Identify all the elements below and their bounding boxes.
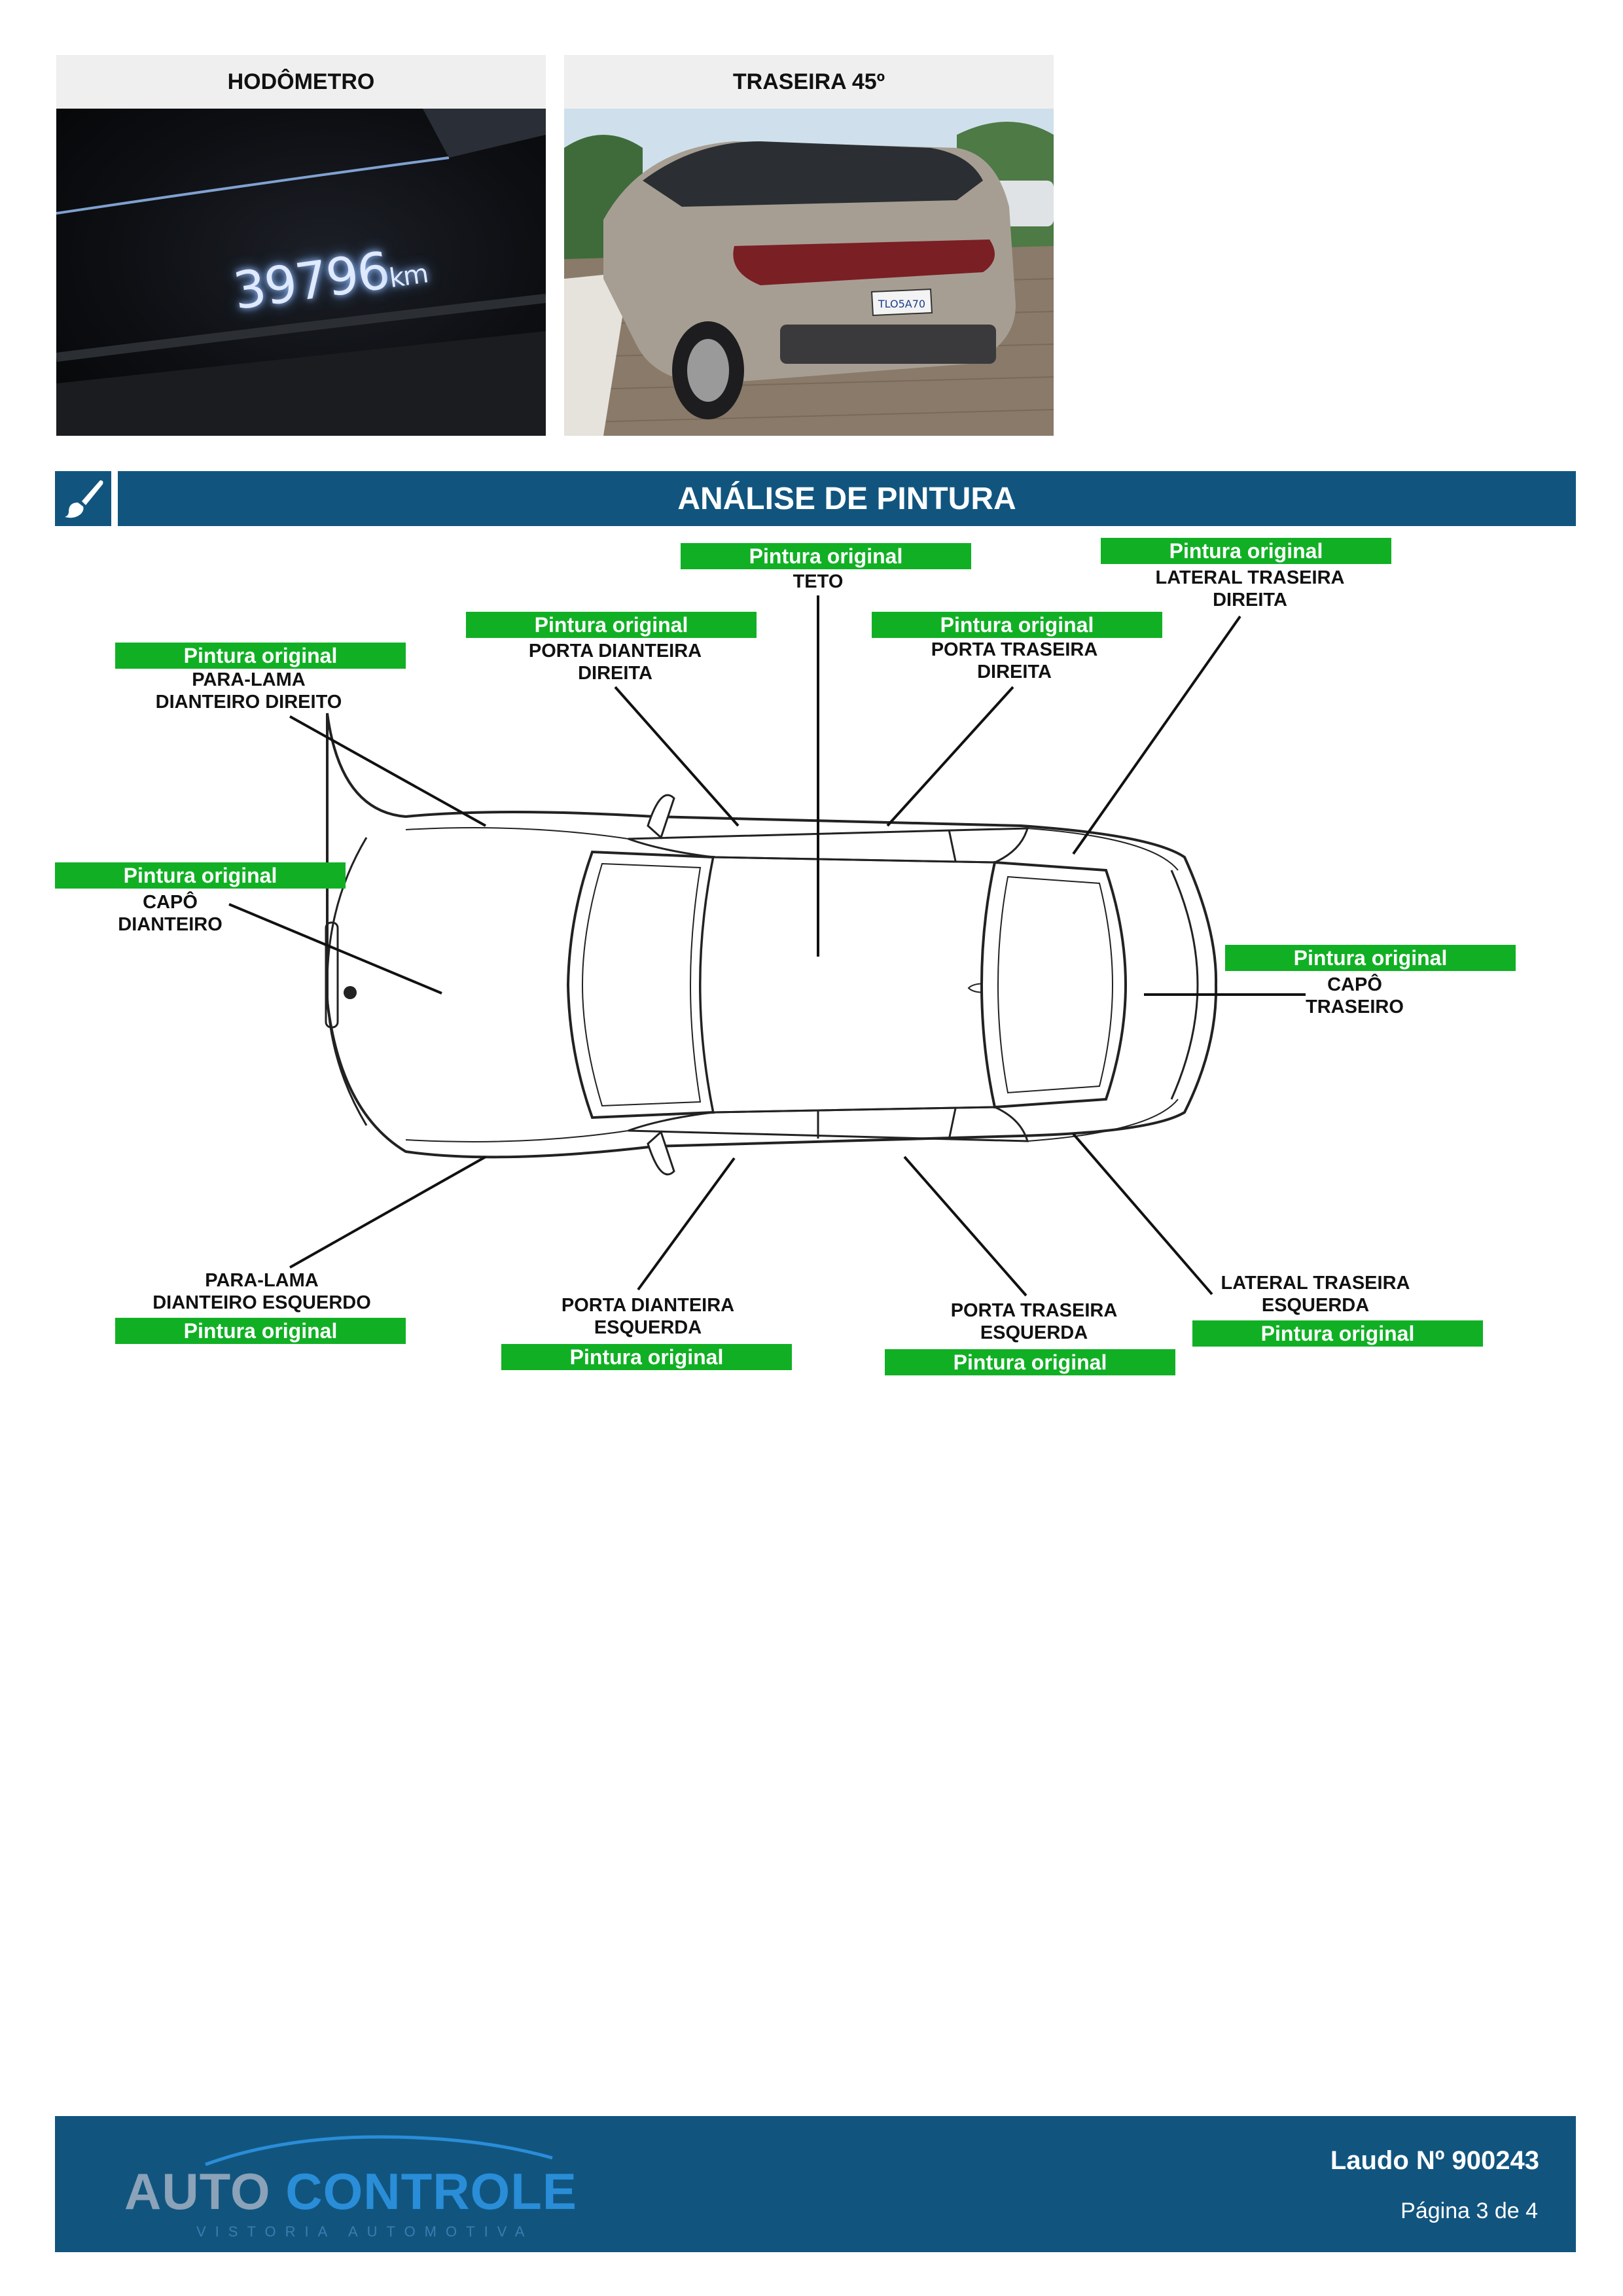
odometer-photo bbox=[56, 109, 546, 436]
part-label-porta-dianteira-direita: PORTA DIANTEIRA DIREITA bbox=[528, 641, 702, 684]
odometer-photo-title: HODÔMETRO bbox=[56, 55, 546, 109]
logo-tagline: VISTORIA AUTOMOTIVA bbox=[196, 2223, 534, 2240]
report-number: Laudo Nº 900243 bbox=[1330, 2146, 1539, 2175]
part-label-para-lama-dianteiro-esquerdo: PARA-LAMA DIANTEIRO ESQUERDO bbox=[152, 1270, 371, 1313]
odometer-photo-card bbox=[56, 55, 546, 436]
section-icon-box bbox=[55, 471, 111, 526]
status-badge-lateral-traseira-direita: Pintura original bbox=[1101, 538, 1391, 564]
rear-photo-card bbox=[564, 55, 1054, 436]
rear-45-photo bbox=[564, 109, 1054, 436]
footer bbox=[55, 2116, 1576, 2252]
part-label-lateral-traseira-esquerda: LATERAL TRASEIRA ESQUERDA bbox=[1221, 1273, 1410, 1316]
status-badge-teto: Pintura original bbox=[681, 543, 971, 569]
status-badge-capo-dianteiro: Pintura original bbox=[55, 862, 346, 889]
section-title: ANÁLISE DE PINTURA bbox=[118, 471, 1576, 526]
page-number: Página 3 de 4 bbox=[1400, 2199, 1538, 2223]
status-badge-lateral-traseira-esquerda: Pintura original bbox=[1192, 1320, 1483, 1347]
status-badge-porta-traseira-direita: Pintura original bbox=[872, 612, 1162, 638]
odometer-value: 39796 bbox=[230, 241, 393, 322]
part-label-capo-dianteiro: CAPÔ DIANTEIRO bbox=[118, 892, 223, 935]
logo-word-auto: AUTO bbox=[124, 2163, 271, 2220]
logo-word-controle: CONTROLE bbox=[285, 2163, 577, 2220]
status-badge-para-lama-dianteiro-esquerdo: Pintura original bbox=[115, 1318, 406, 1344]
status-badge-porta-traseira-esquerda: Pintura original bbox=[885, 1349, 1175, 1375]
part-label-lateral-traseira-direita: LATERAL TRASEIRA DIREITA bbox=[1155, 567, 1345, 610]
paint-brush-icon bbox=[62, 478, 104, 520]
logo-car-swoosh-icon bbox=[199, 2132, 565, 2171]
part-label-para-lama-dianteiro-direito: PARA-LAMA DIANTEIRO DIREITO bbox=[155, 669, 342, 713]
status-badge-capo-traseiro: Pintura original bbox=[1225, 945, 1516, 971]
status-badge-porta-dianteira-direita: Pintura original bbox=[466, 612, 757, 638]
part-label-porta-traseira-esquerda: PORTA TRASEIRA ESQUERDA bbox=[950, 1300, 1118, 1343]
license-plate-text: TLO5A70 bbox=[878, 298, 926, 310]
part-label-capo-traseiro: CAPÔ TRASEIRO bbox=[1306, 974, 1404, 1017]
status-badge-porta-dianteira-esquerda: Pintura original bbox=[501, 1344, 792, 1370]
part-label-porta-traseira-direita: PORTA TRASEIRA DIREITA bbox=[931, 639, 1098, 682]
odometer-unit: km bbox=[387, 258, 429, 294]
part-label-porta-dianteira-esquerda: PORTA DIANTEIRA ESQUERDA bbox=[561, 1295, 735, 1338]
rear-photo-title: TRASEIRA 45º bbox=[564, 55, 1054, 109]
part-label-teto: TETO bbox=[793, 571, 844, 592]
status-badge-para-lama-dianteiro-direito: Pintura original bbox=[115, 643, 406, 669]
